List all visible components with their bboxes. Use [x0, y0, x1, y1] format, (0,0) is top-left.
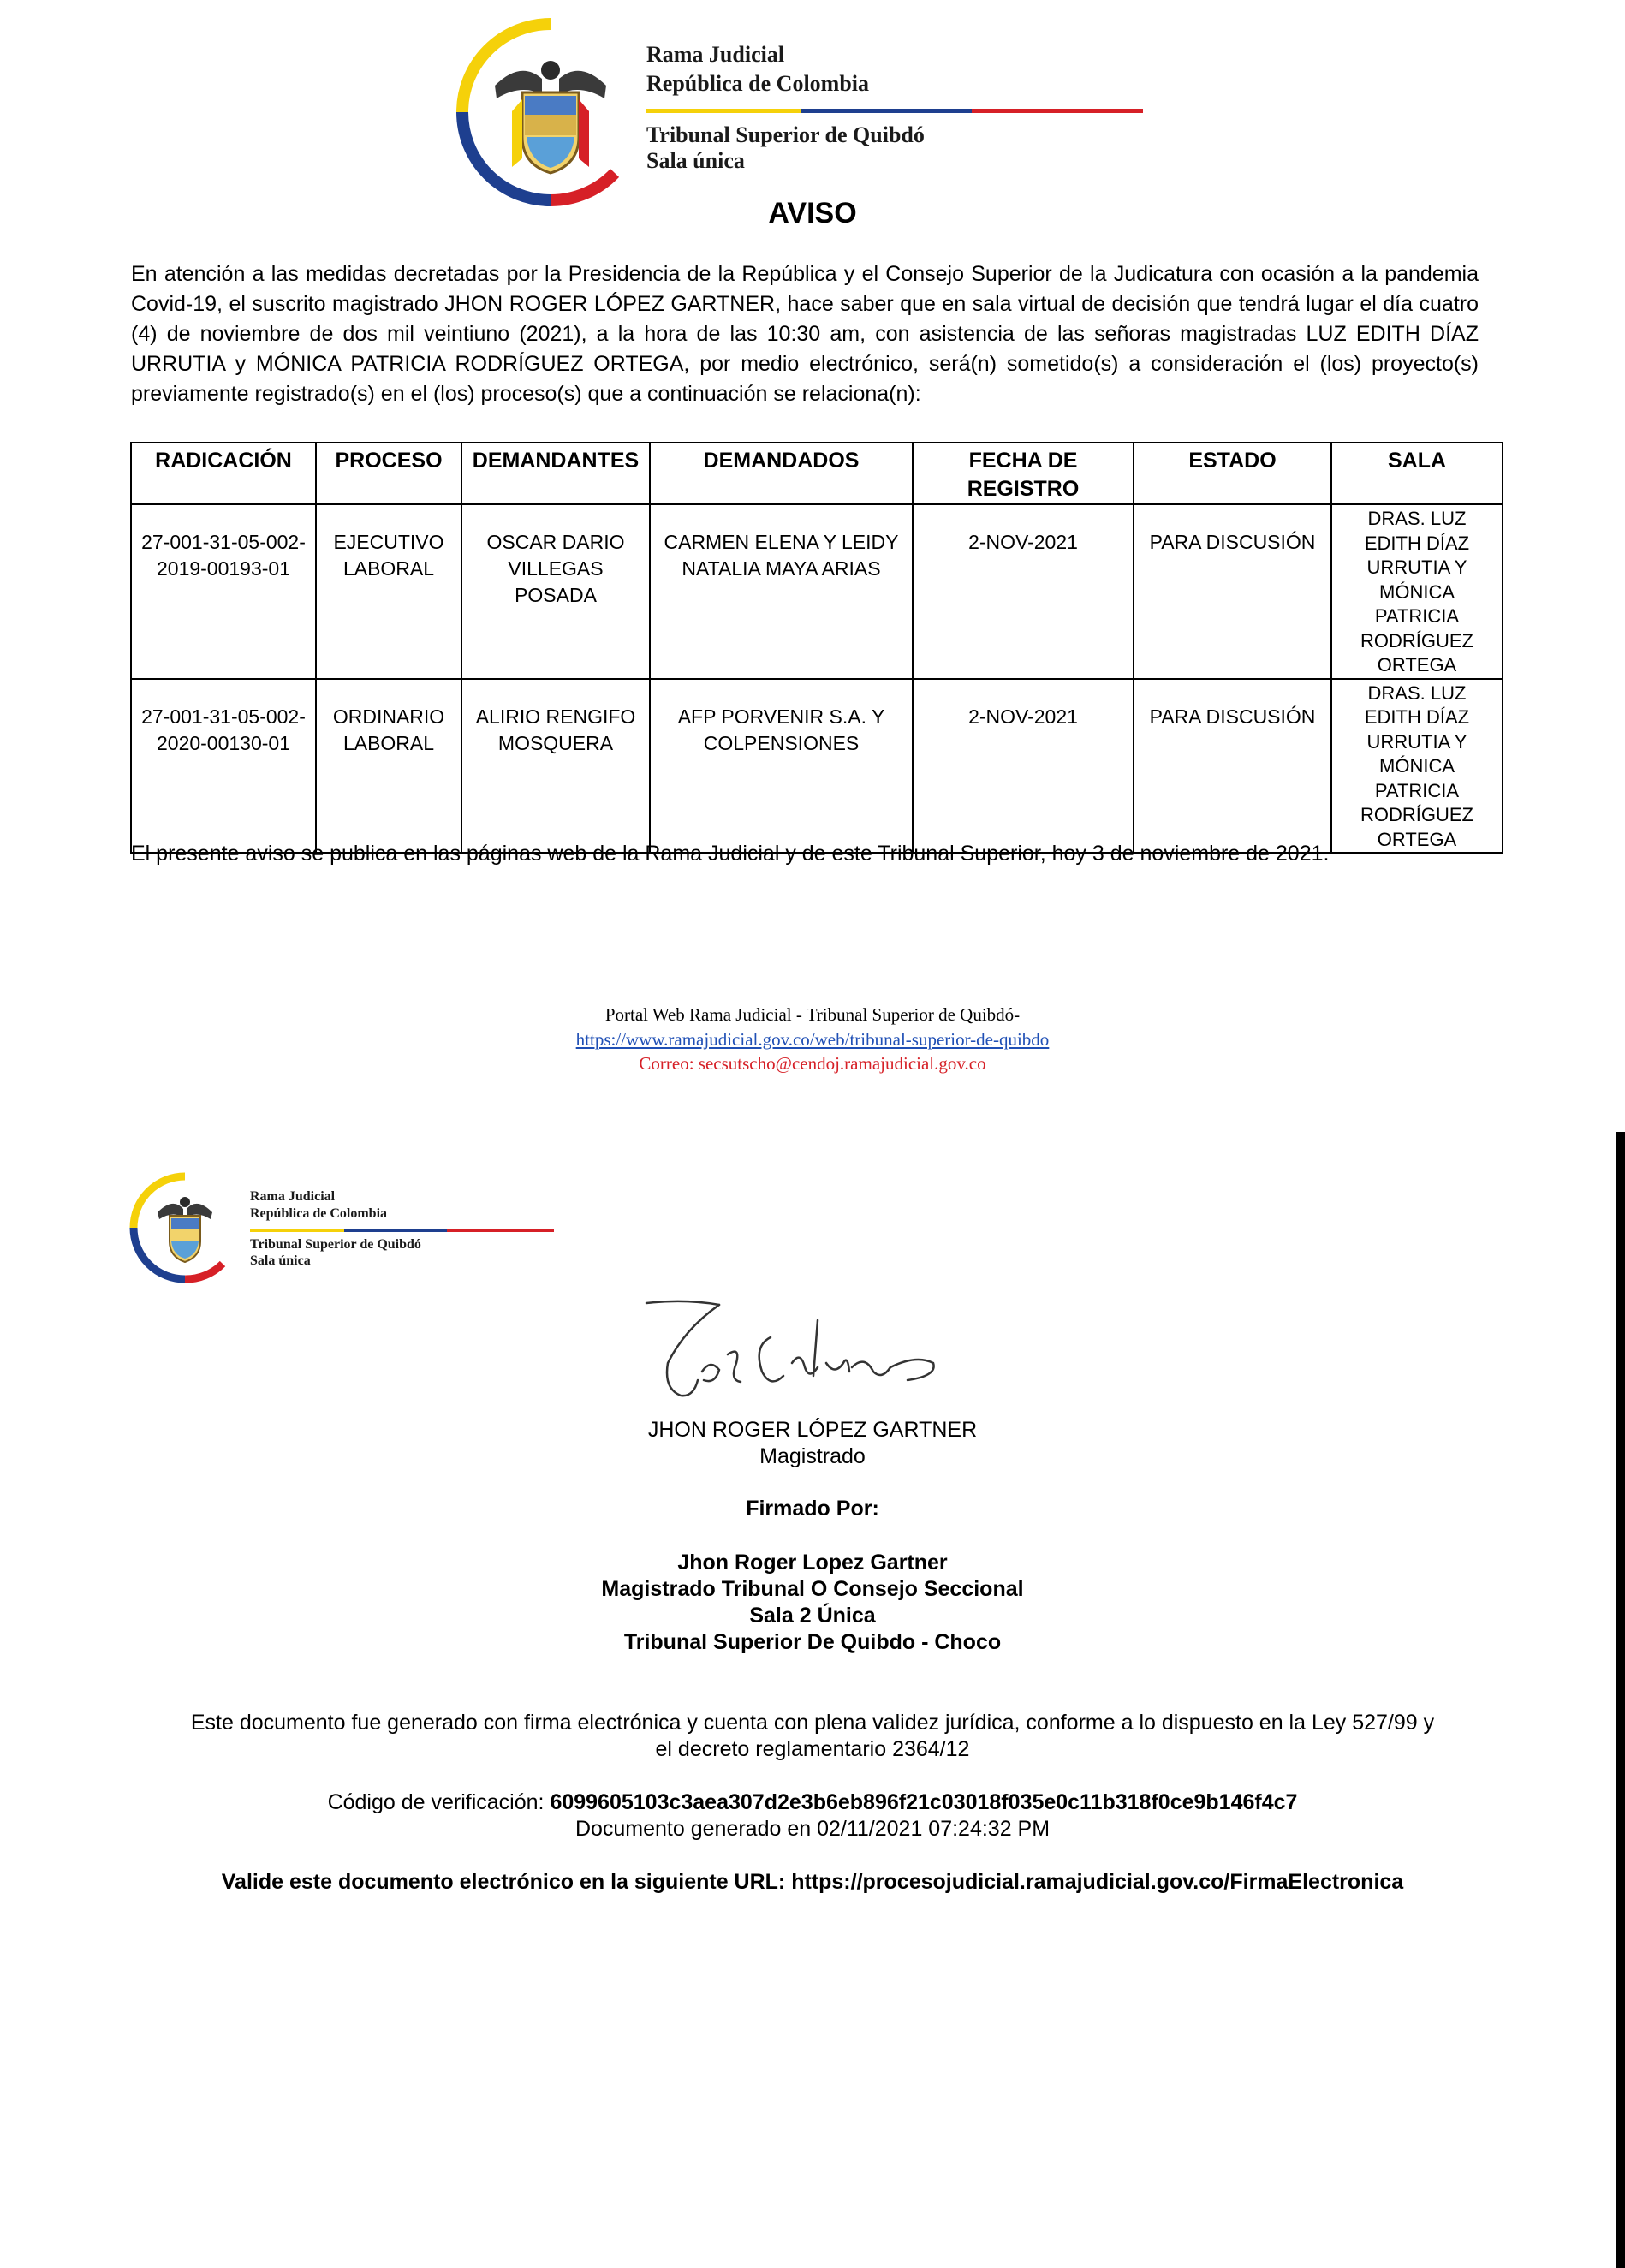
- portal-url-wrap: [0, 1027, 1625, 1052]
- small-rule-red: [447, 1229, 554, 1232]
- handwritten-signature: [634, 1295, 950, 1410]
- header-line-3: Tribunal Superior de Quibdó: [646, 122, 925, 147]
- header-demandados: DEMANDADOS: [650, 443, 913, 504]
- rama-judicial-logo: [443, 17, 658, 207]
- generated-timestamp: Documento generado en 02/11/2021 07:24:32 PM: [574, 1817, 1051, 1841]
- signed-by-name: Jhon Roger Lopez Gartner: [677, 1551, 948, 1575]
- header-rule-red: [972, 109, 1143, 113]
- cell-sala: DRAS. LUZ EDITH DÍAZ URRUTIA Y MÓNICA PATRICIA RODRÍGUEZ ORTEGA: [1331, 504, 1503, 679]
- header-line-1: Rama Judicial: [646, 42, 785, 67]
- page-title: AVISO: [768, 197, 857, 229]
- header-radicacion: RADICACIÓN: [131, 443, 316, 504]
- cell-proceso: ORDINARIO LABORAL: [316, 679, 461, 854]
- cell-estado: PARA DISCUSIÓN: [1134, 679, 1331, 854]
- signed-by-position: Magistrado Tribunal O Consejo Seccional: [601, 1577, 1024, 1601]
- cell-fecha: 2-NOV-2021: [913, 504, 1134, 679]
- intro-paragraph: En atención a las medidas decretadas por la Presidencia de la República y el Consejo Superior de la Judicatura con ocasión a la pandemia Covid-19, el suscrito magistrado JHON ROGER LÓPEZ GARTNER, hace saber que en sala virtual de decisión que tendrá lugar el día cuatro (4) de noviembre de dos mil veintiuno (2021), a la hora de las 10:30 am, con asistencia de las señoras magistradas LUZ EDITH DÍAZ URRUTIA y MÓNICA PATRICIA RODRÍGUEZ ORTEGA, por medio electrónico, será(n) sometido(s) a consideración el (los) proyecto(s) previamente registrado(s) en el (los) proceso(s) que a continuación se relaciona(n):: [131, 262, 1479, 406]
- small-header-line-4: Sala única: [250, 1253, 311, 1268]
- validate-line: [0, 1869, 1625, 1896]
- cases-table: [130, 442, 1503, 854]
- small-header-line-1: Rama Judicial: [250, 1189, 336, 1204]
- verification-code-label: Código de verificación:: [327, 1790, 545, 1814]
- small-header-line-3: Tribunal Superior de Quibdó: [250, 1237, 421, 1252]
- cell-demandantes: OSCAR DARIO VILLEGAS POSADA: [461, 504, 650, 679]
- verification-code-line: [0, 1789, 1625, 1816]
- small-rule-yellow: [250, 1229, 344, 1232]
- header-estado: ESTADO: [1134, 443, 1331, 504]
- scan-edge-bar: [1616, 1132, 1625, 2268]
- small-rule-blue: [344, 1229, 447, 1232]
- header-demandantes: DEMANDANTES: [461, 443, 650, 504]
- signed-by-court: Tribunal Superior De Quibdo - Choco: [623, 1630, 1002, 1654]
- legal-line-2: el decreto reglamentario 2364/12: [655, 1737, 970, 1761]
- header-line-4: Sala única: [646, 148, 745, 173]
- verification-code: 6099605103c3aea307d2e3b6eb896f21c03018f035e0c11b318f0ce9b146f4c7: [550, 1790, 1298, 1814]
- cell-demandantes: ALIRIO RENGIFO MOSQUERA: [461, 679, 650, 854]
- small-header-line-2: República de Colombia: [250, 1206, 388, 1221]
- cell-estado: PARA DISCUSIÓN: [1134, 504, 1331, 679]
- signer-name: JHON ROGER LÓPEZ GARTNER: [647, 1418, 978, 1442]
- header-line-2: República de Colombia: [646, 71, 870, 96]
- cell-radicacion: 27-001-31-05-002-2020-00130-01: [131, 679, 316, 854]
- validate-label: Valide este documento electrónico en la siguiente URL:: [221, 1870, 786, 1894]
- signer-role: Magistrado: [759, 1444, 866, 1468]
- cell-demandados: AFP PORVENIR S.A. Y COLPENSIONES: [650, 679, 913, 854]
- header-rule-yellow: [646, 109, 801, 113]
- table-header-row: [131, 443, 1503, 504]
- portal-line: Portal Web Rama Judicial - Tribunal Superior de Quibdó-: [604, 1004, 1021, 1025]
- rama-judicial-logo-small: [128, 1171, 241, 1284]
- cell-sala: DRAS. LUZ EDITH DÍAZ URRUTIA Y MÓNICA PATRICIA RODRÍGUEZ ORTEGA: [1331, 679, 1503, 854]
- signed-by-label: Firmado Por:: [746, 1497, 879, 1521]
- cell-proceso: EJECUTIVO LABORAL: [316, 504, 461, 679]
- header-proceso: PROCESO: [316, 443, 461, 504]
- publication-notice: El presente aviso se publica en las páginas web de la Rama Judicial y de este Tribunal Superior, hoy 3 de noviembre de 2021.: [131, 842, 1330, 866]
- validate-url[interactable]: https://procesojudicial.ramajudicial.gov.co/FirmaElectronica: [791, 1870, 1404, 1894]
- header-fecha-registro: FECHA DE REGISTRO: [913, 443, 1134, 504]
- table-row: [131, 679, 1503, 854]
- cell-demandados: CARMEN ELENA Y LEIDY NATALIA MAYA ARIAS: [650, 504, 913, 679]
- cell-radicacion: 27-001-31-05-002-2019-00193-01: [131, 504, 316, 679]
- legal-line-1: Este documento fue generado con firma electrónica y cuenta con plena validez jurídica, conforme a lo dispuesto en la Ley 527/99 y: [190, 1711, 1435, 1735]
- portal-url-link[interactable]: https://www.ramajudicial.gov.co/web/tribunal-superior-de-quibdo: [575, 1029, 1050, 1050]
- header-sala: SALA: [1331, 443, 1503, 504]
- portal-email: Correo: secsutscho@cendoj.ramajudicial.gov.co: [639, 1053, 986, 1074]
- header-rule-blue: [801, 109, 972, 113]
- cell-fecha: 2-NOV-2021: [913, 679, 1134, 854]
- signed-by-sala: Sala 2 Única: [749, 1604, 876, 1628]
- table-row: [131, 504, 1503, 679]
